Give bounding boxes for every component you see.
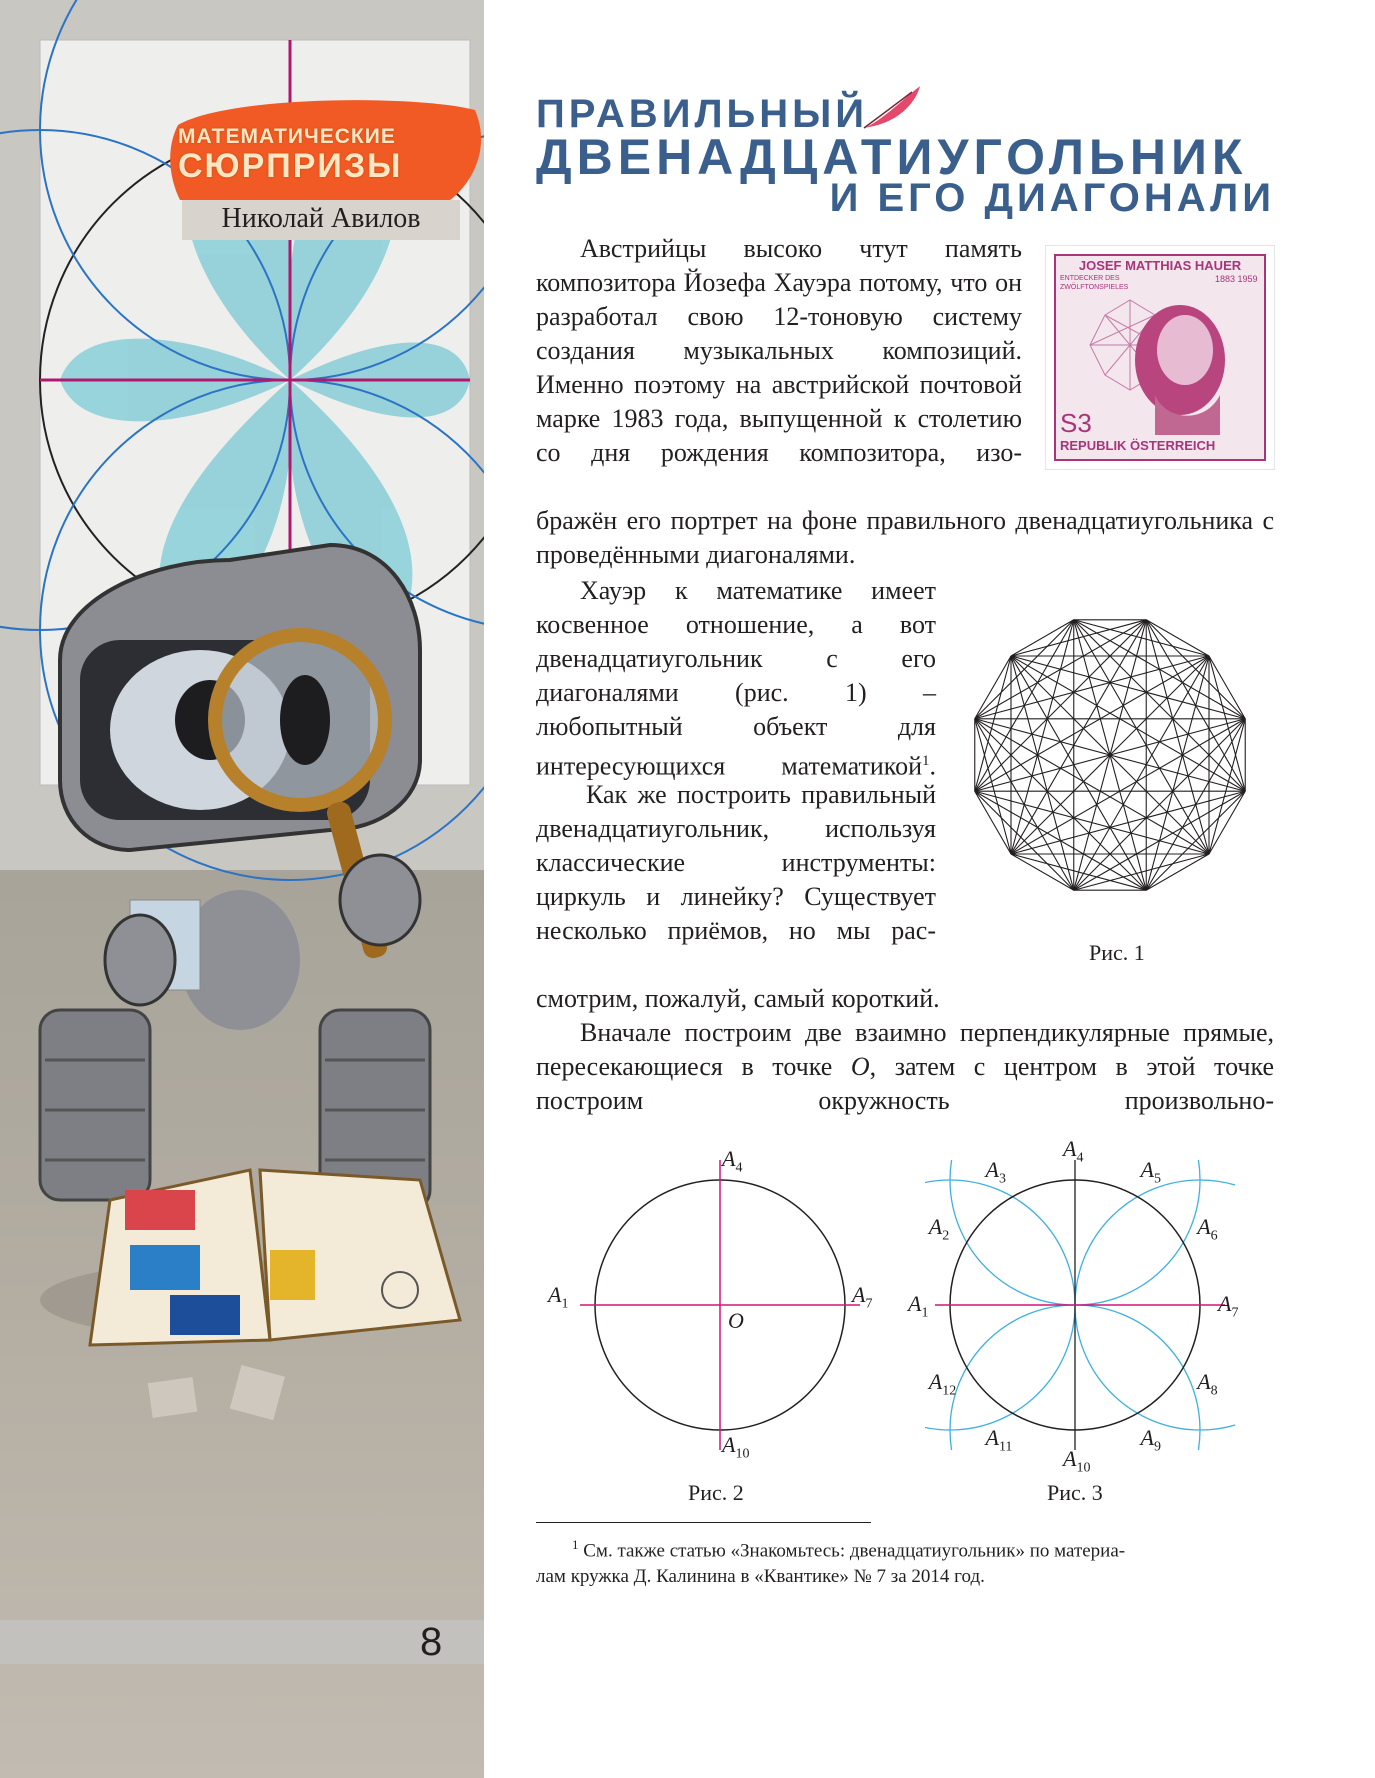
dodecagon-diagonal — [1074, 620, 1245, 719]
fig3-label-a7: $A_7$ — [1218, 1291, 1239, 1321]
footnote-ref: 1 — [922, 753, 930, 769]
dodecagon-diagonal — [1011, 656, 1074, 890]
figure-2-circle — [570, 1140, 873, 1460]
fig2-label-a4: $A_4$ — [722, 1146, 743, 1176]
fig2-label-o: O — [728, 1308, 744, 1333]
fig3-label-a10: $A_{10}$ — [1063, 1446, 1091, 1476]
dodecagon-diagonal — [975, 791, 1209, 854]
footnote-rule — [536, 1522, 871, 1523]
footnote: $^1$ См. также статью «Знакомьтесь: двенадцатиугольник» по материа- лам кружка Д. Калинина в «Квантике» № 7 за 2014 год. — [536, 1537, 1126, 1588]
figure-1-caption: Рис. 1 — [1089, 940, 1145, 965]
fig3-label-a9: $A_9$ — [1140, 1425, 1161, 1455]
fig3-label-a5: $A_5$ — [1140, 1156, 1161, 1187]
fig3-label-a4: $A_4$ — [1063, 1136, 1084, 1166]
figure-2-caption: Рис. 2 — [688, 1480, 744, 1505]
fig3-label-a2: $A_2$ — [928, 1213, 950, 1243]
paragraph-4: Вначале построим две взаимно перпендикулярные прямые, пересекающиеся в точке O, затем с центром в этой точке построим окружность произвольно- — [536, 1018, 1275, 1115]
page-number: 8 — [420, 1620, 443, 1664]
rubric-title-line2: СЮРПРИЗЫ — [178, 147, 403, 185]
fig3-label-a3: $A_3$ — [985, 1156, 1006, 1187]
robot-illustration — [0, 0, 484, 1778]
fig3-label-a11: $A_{11}$ — [985, 1425, 1013, 1455]
fig3-label-a12: $A_{12}$ — [928, 1368, 957, 1398]
figure-3-construction — [925, 1140, 1235, 1460]
title-line3: И ЕГО ДИАГОНАЛИ — [829, 176, 1275, 220]
stamp-name: JOSEF MATTHIAS HAUER — [1078, 258, 1242, 273]
feather-icon — [860, 82, 924, 132]
figure-1-dodecagon — [960, 605, 1260, 905]
title-line1: ПРАВИЛЬНЫЙ — [536, 92, 869, 136]
title-line2: ДВЕНАДЦАТИУГОЛЬНИК — [536, 129, 1248, 185]
dodecagon-diagonal — [1011, 656, 1245, 719]
figure-3-caption: Рис. 3 — [1047, 1480, 1103, 1505]
stamp-subtitle: ENTDECKER DES ZWÖLFTONSPIELES — [1060, 275, 1129, 291]
paragraph-3-end: смотрим, пожалуй, самый короткий. — [536, 984, 940, 1013]
stamp-years: 1883 1959 — [1215, 274, 1258, 284]
fig3-label-a1: $A_1$ — [908, 1291, 929, 1321]
stamp-country: REPUBLIK ÖSTERREICH — [1060, 438, 1216, 453]
fig2-label-a10: $A_{10}$ — [722, 1432, 750, 1462]
stamp-value: S3 — [1060, 408, 1092, 438]
paragraph-2: Хауэр к математике имеет косвенное отношение, а вот двенадцатиугольник с его диагоналями (рис. 1) – любопытный объект для интересующихся математикой$^1$. — [536, 576, 936, 781]
paragraph-3: Как же построить правильный двенадцатиугольник, используя классические инструменты: циркуль и линейку? Существует несколько приёмов, но мы рас- — [536, 780, 936, 945]
author-name: Николай Авилов — [221, 203, 421, 234]
footnote-mark: 1 — [572, 1537, 579, 1552]
fig3-label-a8: $A_8$ — [1197, 1368, 1218, 1398]
paragraph-1-end: бражён его портрет на фоне правильного двенадцатиугольника с проведёнными диагоналями. — [536, 506, 1274, 569]
illustration-column — [0, 0, 484, 1778]
dodecagon-diagonal — [1011, 620, 1074, 854]
dodecagon-diagonal — [975, 620, 1074, 791]
page-number-band — [0, 1620, 484, 1664]
paragraph-1: Австрийцы высоко чтут память композитора Йозефа Хауэра потому, что он разработал свою 12-тоновую систему создания музыкальных композиций. Именно поэтому на австрийской почтовой марке 1983 года, выпущенной к столетию со дня рождения композитора, изо- — [536, 234, 1022, 467]
fig2-label-a1: $A_1$ — [548, 1282, 569, 1312]
rubric-title-line1: МАТЕМАТИЧЕСКИЕ — [178, 125, 396, 148]
fig3-label-a6: $A_6$ — [1197, 1213, 1218, 1243]
fig2-label-a7: $A_7$ — [852, 1282, 873, 1312]
